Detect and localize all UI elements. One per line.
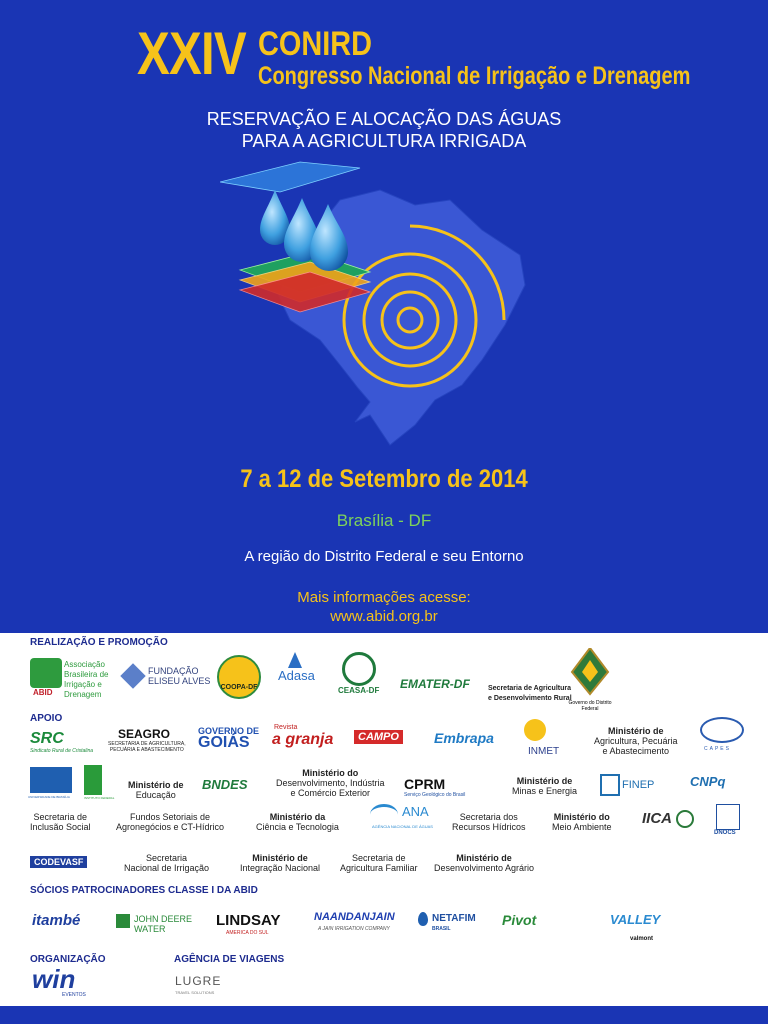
dnocs-icon: [716, 804, 740, 830]
unb-label: UNIVERSIDADE DE BRASÍLIA: [28, 795, 70, 799]
finep-logo: FINEP: [622, 779, 655, 791]
sni-logo: [124, 853, 209, 873]
unb-logo: [30, 767, 72, 793]
abid-line: Irrigação e: [64, 680, 102, 689]
sis-logo: [30, 812, 91, 832]
johndeere-line: JOHN DEERE: [134, 914, 193, 924]
section-agencia: AGÊNCIA DE VIAGENS: [174, 954, 285, 965]
abid-logo: [30, 658, 62, 688]
edition-number: XXIV: [137, 20, 246, 87]
saf-logo: [340, 853, 418, 873]
mdic-line: e Comércio Exterior: [290, 788, 371, 798]
cprm-logo: CPRM: [404, 776, 446, 792]
event-region: A região do Distrito Federal e seu Entorno: [244, 548, 524, 565]
naandanjain-sub: A JAIN IRRIGATION COMPANY: [318, 926, 390, 932]
fundos-line: Agronegócios e CT-Hídrico: [116, 822, 225, 832]
netafim-line: BRASIL: [432, 926, 451, 932]
mda-line: Ministério de: [456, 853, 512, 863]
abid-mark: ABID: [33, 688, 53, 697]
netafim-line: NETAFIM: [432, 913, 476, 924]
capes-icon: [700, 717, 744, 743]
theme-line-2: PARA A AGRICULTURA IRRIGADA: [241, 131, 527, 151]
coopa-label: COOPA-DF: [220, 684, 258, 691]
valley-sub: valmont: [630, 936, 654, 942]
src-logo: SRC: [30, 730, 64, 747]
mapa-line: e Abastecimento: [602, 746, 670, 756]
water-drops-icon: [260, 190, 348, 271]
ceasa-logo: [342, 652, 376, 686]
mec-line: Ministério de: [128, 780, 184, 790]
mec-line: Educação: [135, 790, 176, 800]
lindsay-sub: AMERICA DO SUL: [226, 930, 269, 936]
granja-label: Revista: [274, 724, 298, 731]
mma-line: Ministério do: [553, 812, 610, 822]
mdic-logo: [276, 768, 385, 798]
goias-label: GOVERNO DE: [198, 726, 260, 736]
ana-wave-icon: [370, 804, 398, 825]
mdic-line: Ministério do: [302, 768, 359, 778]
iica-globe-icon: [676, 810, 694, 828]
ceasa-label: CEASA-DF: [338, 686, 380, 695]
fundacao-line: FUNDAÇÃO: [148, 666, 199, 676]
if-logo: [84, 765, 102, 795]
fundacao-line: ELISEU ALVES: [148, 676, 211, 686]
mct-line: Ministério da: [269, 812, 326, 822]
naandanjain-logo: NAANDANJAIN: [314, 911, 395, 923]
valley-logo: VALLEY: [610, 912, 661, 927]
mme-line: Ministério de: [516, 776, 573, 786]
win-logo: win: [32, 964, 76, 994]
capes-logo: CAPES: [704, 746, 731, 752]
codevasf-logo: CODEVASF: [30, 856, 87, 868]
mct-logo: [256, 812, 339, 832]
event-date: 7 a 12 de Setembro de 2014: [240, 465, 528, 493]
pivot-logo: Pivot: [502, 912, 537, 928]
sni-line: Secretaria: [146, 853, 188, 863]
abid-line: Brasileira de: [64, 670, 109, 679]
srh-line: Recursos Hídricos: [452, 822, 526, 832]
mapa-line: Ministério de: [608, 726, 664, 736]
mapa-logo: [594, 726, 678, 756]
if-label: INSTITUTO FEDERAL: [84, 796, 115, 800]
mme-line: Minas e Energia: [512, 786, 578, 796]
mma-line: Meio Ambiente: [552, 822, 612, 832]
johndeere-line: WATER: [134, 924, 166, 934]
inmet-logo: INMET: [528, 746, 560, 757]
event-city: Brasília - DF: [336, 511, 432, 530]
gdf-logo: [570, 648, 610, 700]
mi-logo: [240, 853, 320, 873]
sni-line: Nacional de Irrigação: [124, 863, 210, 873]
mda-line: Desenvolvimento Agrário: [434, 863, 535, 873]
seagro-line: SECRETARIA DE AGRICULTURA,: [108, 741, 186, 747]
mda-logo: [434, 853, 534, 873]
mec-logo: [128, 780, 184, 800]
grid-icon: [220, 162, 360, 192]
sis-line: Secretaria de: [33, 812, 88, 822]
emater-logo: EMATER-DF: [400, 677, 470, 691]
mi-line: Integração Nacional: [240, 863, 321, 873]
event-acronym: CONIRD: [258, 25, 372, 63]
seagro-sub: [108, 741, 186, 753]
fundos-logo: [116, 812, 224, 832]
lugre-sub: TRAVEL SOLUTIONS: [175, 990, 215, 995]
fundacao-logo: [148, 666, 210, 686]
adasa-drop-icon: [288, 652, 302, 668]
inmet-sun-icon: [524, 719, 546, 741]
coopa-logo: [217, 655, 261, 699]
cnpq-logo: CNPq: [690, 774, 726, 789]
sis-line: Inclusão Social: [30, 822, 91, 832]
finep-icon: [600, 774, 620, 796]
win-sub: EVENTOS: [62, 992, 86, 998]
theme-line-1: RESERVAÇÃO E ALOCAÇÃO DAS ÁGUAS: [206, 109, 562, 129]
granja-logo: a granja: [272, 731, 334, 748]
more-info-label: Mais informações acesse:: [297, 589, 471, 606]
johndeere-icon: [116, 914, 130, 928]
mdic-line: Desenvolvimento, Indústria: [276, 778, 385, 788]
seagri-line: Secretaria de Agricultura: [488, 685, 571, 692]
section-organizacao: ORGANIZAÇÃO: [30, 954, 106, 965]
mme-logo: [512, 776, 577, 796]
adasa-logo: Adasa: [278, 668, 315, 683]
mapa-line: Agricultura, Pecuária: [594, 736, 678, 746]
more-info: [0, 588, 768, 626]
saf-line: Secretaria de: [352, 853, 406, 863]
lugre-logo: LUGRE: [175, 974, 222, 988]
mct-line: Ciência e Tecnologia: [256, 822, 339, 832]
src-sub: Sindicato Rural de Cristalina: [30, 748, 94, 754]
srh-logo: [452, 812, 526, 832]
saf-line: Agricultura Familiar: [340, 863, 418, 873]
abid-name: [64, 660, 108, 700]
fundos-line: Fundos Setoriais de: [130, 812, 211, 822]
seagri-logo: [488, 684, 572, 704]
gdf-label: Governo do Distrito Federal: [568, 700, 612, 712]
iica-logo: IICA: [642, 810, 672, 827]
footer-bar: [0, 1006, 768, 1024]
netafim-logo: [432, 914, 476, 934]
seagri-line: e Desenvolvimento Rural: [488, 695, 572, 702]
lindsay-logo: LINDSAY: [216, 912, 281, 929]
ana-logo: ANA: [402, 804, 429, 819]
seagro-logo: SEAGRO: [118, 727, 171, 741]
dnocs-logo: DNOCS: [714, 830, 736, 836]
seagro-line: PECUÁRIA E ABASTECIMENTO: [109, 747, 184, 753]
johndeere-logo: [134, 914, 192, 934]
ana-sub: AGÊNCIA NACIONAL DE ÁGUAS: [372, 824, 433, 829]
netafim-drop-icon: [418, 912, 428, 926]
embrapa-logo: Embrapa: [434, 730, 494, 746]
goias-logo: GOIÁS: [198, 734, 250, 751]
mi-line: Ministério de: [252, 853, 308, 863]
section-realizacao: REALIZAÇÃO E PROMOÇÃO: [30, 637, 168, 648]
brazil-map-illustration: [220, 160, 540, 460]
bndes-logo: BNDES: [202, 777, 248, 792]
website-link[interactable]: www.abid.org.br: [330, 608, 438, 625]
itambe-logo: itambé: [32, 912, 81, 929]
abid-line: Drenagem: [64, 690, 102, 699]
campo-logo: CAMPO: [354, 730, 403, 744]
section-apoio: APOIO: [30, 713, 63, 724]
mma-logo: [552, 812, 612, 832]
section-socios: SÓCIOS PATROCINADORES CLASSE I DA ABID: [30, 885, 258, 896]
abid-line: Associação: [64, 660, 105, 669]
srh-line: Secretaria dos: [459, 812, 518, 822]
cprm-sub: Serviço Geológico do Brasil: [404, 792, 466, 798]
event-name: Congresso Nacional de Irrigação e Drenagem: [258, 62, 691, 90]
